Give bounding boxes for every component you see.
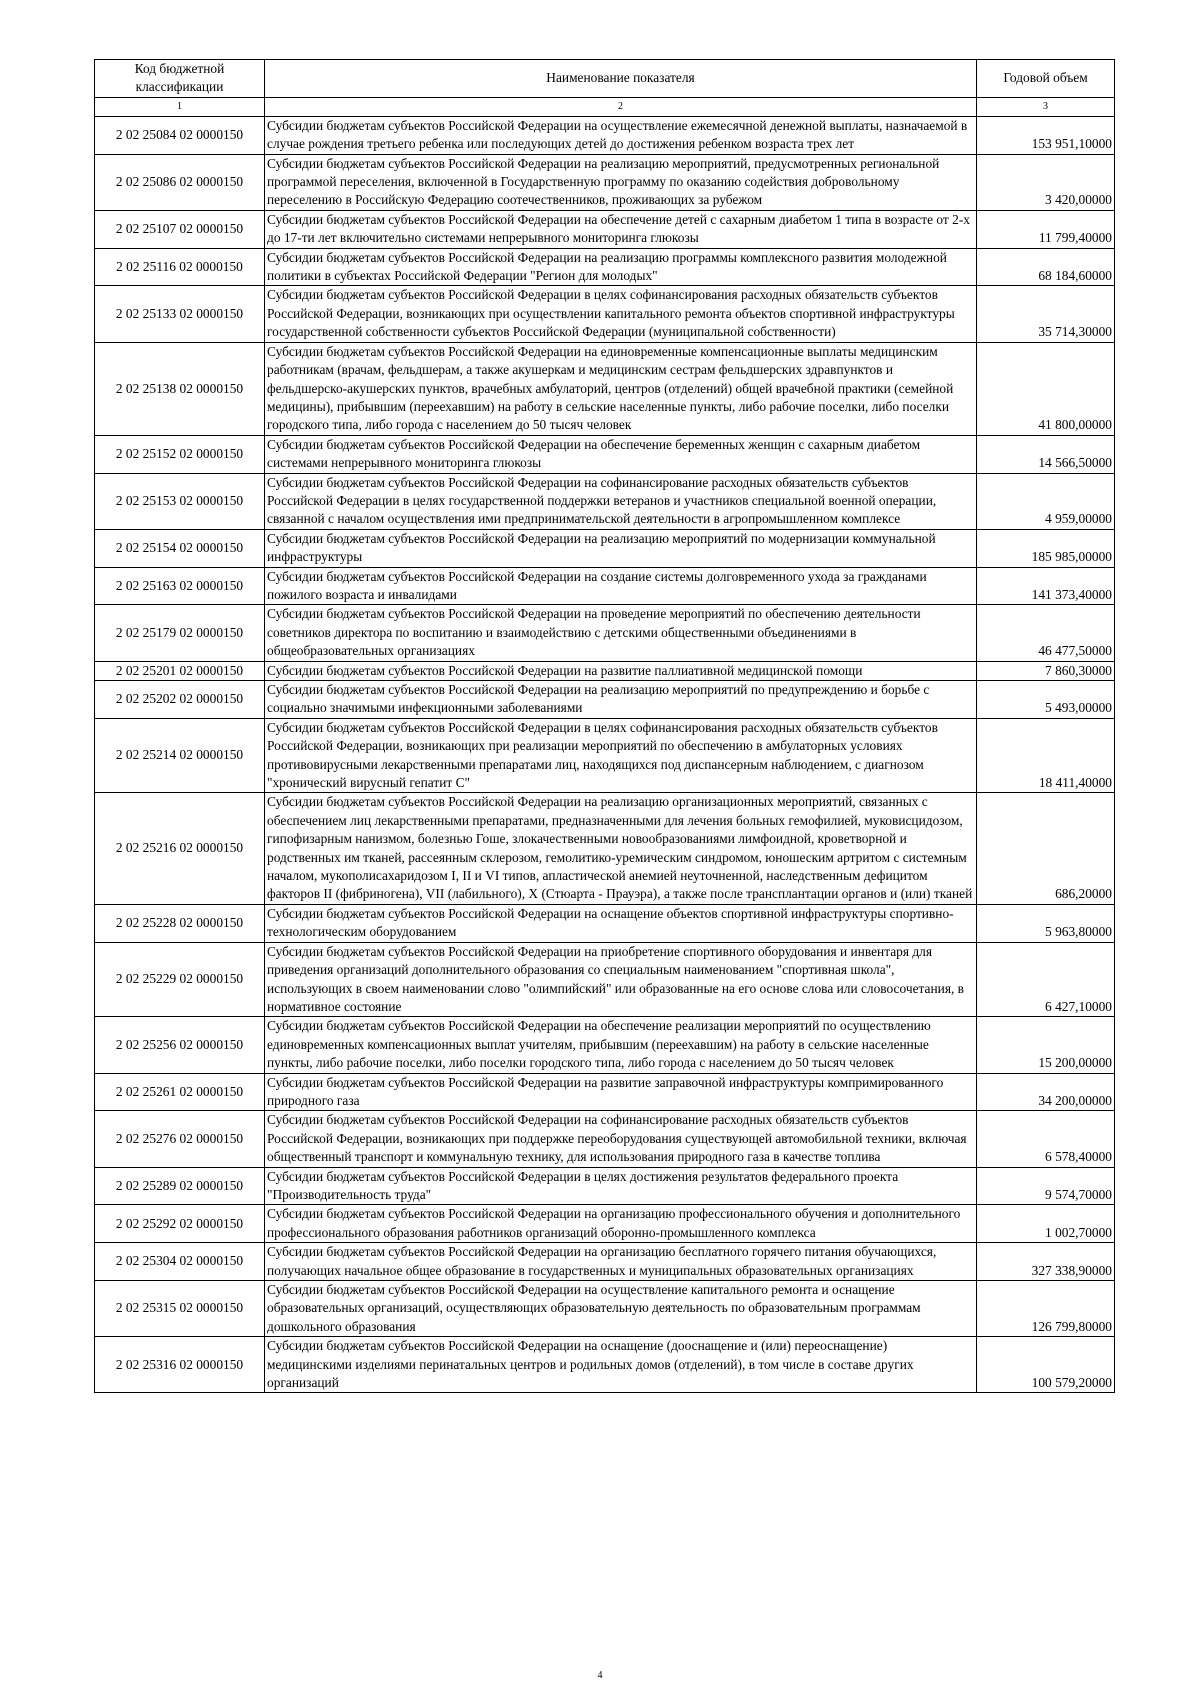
row-amount: 5 493,00000: [977, 681, 1115, 719]
row-amount: 327 338,90000: [977, 1243, 1115, 1281]
row-amount: 141 373,40000: [977, 567, 1115, 605]
row-name: Субсидии бюджетам субъектов Российской Федерации на осуществление ежемесячной денежной выплаты, назначаемой в случае рождения третьего ребенка или последующих детей до достижения ребенком возраста трех лет: [265, 116, 977, 154]
table-row: [95, 1017, 1115, 1073]
row-code: 2 02 25315 02 0000150: [95, 1281, 265, 1337]
column-number-3: 3: [977, 97, 1115, 116]
table-row: [95, 116, 1115, 154]
row-amount: 15 200,00000: [977, 1017, 1115, 1073]
row-code: 2 02 25138 02 0000150: [95, 342, 265, 435]
row-amount: 41 800,00000: [977, 342, 1115, 435]
row-amount: 153 951,10000: [977, 116, 1115, 154]
header-amount: Годовой объем: [977, 60, 1115, 98]
row-code: 2 02 25229 02 0000150: [95, 942, 265, 1017]
row-amount: 100 579,20000: [977, 1337, 1115, 1393]
row-code: 2 02 25163 02 0000150: [95, 567, 265, 605]
row-amount: 46 477,50000: [977, 605, 1115, 661]
table-row: [95, 1167, 1115, 1205]
row-name: Субсидии бюджетам субъектов Российской Федерации на обеспечение реализации мероприятий по осуществлению единовременных компенсационных выплат учителям, прибывшим (переехавшим) на работу в сельские населенные пункты, либо рабочие поселки, либо поселки городского типа, либо города с населением до 50 тысяч человек: [265, 1017, 977, 1073]
row-amount: 4 959,00000: [977, 473, 1115, 529]
row-code: 2 02 25084 02 0000150: [95, 116, 265, 154]
row-amount: 68 184,60000: [977, 248, 1115, 286]
table-row: [95, 154, 1115, 210]
table-body: [95, 116, 1115, 1393]
table-row: [95, 567, 1115, 605]
row-code: 2 02 25201 02 0000150: [95, 661, 265, 680]
row-name: Субсидии бюджетам субъектов Российской Федерации на проведение мероприятий по обеспечению деятельности советников директора по воспитанию и взаимодействию с детскими общественными объединениями в общеобразовательных организациях: [265, 605, 977, 661]
row-name: Субсидии бюджетам субъектов Российской Федерации на организацию бесплатного горячего питания обучающихся, получающих начальное общее образование в государственных и муниципальных образовательных организациях: [265, 1243, 977, 1281]
table-row: [95, 1337, 1115, 1393]
row-code: 2 02 25316 02 0000150: [95, 1337, 265, 1393]
table-row: [95, 1243, 1115, 1281]
table-row: [95, 793, 1115, 904]
row-name: Субсидии бюджетам субъектов Российской Федерации на создание системы долговременного ухода за гражданами пожилого возраста и инвалидами: [265, 567, 977, 605]
table-row: [95, 942, 1115, 1017]
row-code: 2 02 25116 02 0000150: [95, 248, 265, 286]
table-row: [95, 435, 1115, 473]
row-name: Субсидии бюджетам субъектов Российской Федерации в целях софинансирования расходных обязательств субъектов Российской Федерации, возникающих при реализации мероприятий по обеспечению в амбулаторных условиях противовирусными лекарственными препаратами лиц, находящихся под диспансерным наблюдением, с диагнозом "хронический вирусный гепатит С": [265, 718, 977, 793]
table-row: [95, 342, 1115, 435]
table-header: [95, 60, 1115, 117]
row-name: Субсидии бюджетам субъектов Российской Федерации в целях достижения результатов федерального проекта "Производительность труда": [265, 1167, 977, 1205]
row-name: Субсидии бюджетам субъектов Российской Федерации на реализацию мероприятий, предусмотренных региональной программой переселения, включенной в Государственную программу по оказанию содействия добровольному переселению в Российскую Федерацию соотечественников, проживающих за рубежом: [265, 154, 977, 210]
row-amount: 14 566,50000: [977, 435, 1115, 473]
table-row: [95, 661, 1115, 680]
row-amount: 34 200,00000: [977, 1073, 1115, 1111]
column-number-row: [95, 97, 1115, 116]
header-name: Наименование показателя: [265, 60, 977, 98]
row-amount: 6 578,40000: [977, 1111, 1115, 1167]
table-row: [95, 286, 1115, 342]
page-number: 4: [597, 1670, 603, 1681]
header-row: [95, 60, 1115, 98]
row-code: 2 02 25304 02 0000150: [95, 1243, 265, 1281]
row-name: Субсидии бюджетам субъектов Российской Федерации на реализацию программы комплексного развития молодежной политики в субъектах Российской Федерации "Регион для молодых": [265, 248, 977, 286]
row-name: Субсидии бюджетам субъектов Российской Федерации на реализацию мероприятий по предупреждению и борьбе с социально значимыми инфекционными заболеваниями: [265, 681, 977, 719]
row-amount: 686,20000: [977, 793, 1115, 904]
row-amount: 18 411,40000: [977, 718, 1115, 793]
row-name: Субсидии бюджетам субъектов Российской Федерации на приобретение спортивного оборудования и инвентаря для приведения организаций дополнительного образования со специальным наименованием "спортивная школа", использующих в своем наименовании слово "олимпийский" или образованные на его основе слова или словосочетания, в нормативное состояние: [265, 942, 977, 1017]
row-amount: 3 420,00000: [977, 154, 1115, 210]
row-amount: 35 714,30000: [977, 286, 1115, 342]
table-row: [95, 1111, 1115, 1167]
row-code: 2 02 25256 02 0000150: [95, 1017, 265, 1073]
row-code: 2 02 25133 02 0000150: [95, 286, 265, 342]
table-row: [95, 529, 1115, 567]
row-code: 2 02 25179 02 0000150: [95, 605, 265, 661]
table-row: [95, 248, 1115, 286]
table-row: [95, 210, 1115, 248]
row-amount: 11 799,40000: [977, 210, 1115, 248]
row-code: 2 02 25261 02 0000150: [95, 1073, 265, 1111]
row-name: Субсидии бюджетам субъектов Российской Федерации на обеспечение детей с сахарным диабетом 1 типа в возрасте от 2-х до 17-ти лет включительно системами непрерывного мониторинга глюкозы: [265, 210, 977, 248]
header-code: Код бюджетной классификации: [95, 60, 265, 98]
table-row: [95, 681, 1115, 719]
row-name: Субсидии бюджетам субъектов Российской Федерации на единовременные компенсационные выплаты медицинским работникам (врачам, фельдшерам, а также акушеркам и медицинским сестрам фельдшерских здравпунктов и фельдшерско-акушерских пунктов, врачебных амбулаторий, центров (отделений) общей врачебной практики (семейной медицины), прибывшим (переехавшим) на работу в сельские населенные пункты, либо рабочие поселки, либо поселки городского типа, либо города с населением до 50 тысяч человек: [265, 342, 977, 435]
row-code: 2 02 25292 02 0000150: [95, 1205, 265, 1243]
table-row: [95, 605, 1115, 661]
table-row: [95, 904, 1115, 942]
row-name: Субсидии бюджетам субъектов Российской Федерации на обеспечение беременных женщин с сахарным диабетом системами непрерывного мониторинга глюкозы: [265, 435, 977, 473]
row-amount: 6 427,10000: [977, 942, 1115, 1017]
row-name: Субсидии бюджетам субъектов Российской Федерации на оснащение (дооснащение и (или) переоснащение) медицинскими изделиями перинатальных центров и родильных домов (отделений), в том числе в составе других организаций: [265, 1337, 977, 1393]
column-number-2: 2: [265, 97, 977, 116]
row-amount: 5 963,80000: [977, 904, 1115, 942]
column-number-1: 1: [95, 97, 265, 116]
row-amount: 1 002,70000: [977, 1205, 1115, 1243]
row-name: Субсидии бюджетам субъектов Российской Федерации на развитие паллиативной медицинской помощи: [265, 661, 977, 680]
table-row: [95, 1205, 1115, 1243]
row-name: Субсидии бюджетам субъектов Российской Федерации на реализацию мероприятий по модернизации коммунальной инфраструктуры: [265, 529, 977, 567]
row-amount: 9 574,70000: [977, 1167, 1115, 1205]
row-code: 2 02 25289 02 0000150: [95, 1167, 265, 1205]
row-name: Субсидии бюджетам субъектов Российской Федерации на развитие заправочной инфраструктуры компримированного природного газа: [265, 1073, 977, 1111]
row-code: 2 02 25276 02 0000150: [95, 1111, 265, 1167]
table-row: [95, 1073, 1115, 1111]
row-code: 2 02 25152 02 0000150: [95, 435, 265, 473]
table-row: [95, 718, 1115, 793]
row-code: 2 02 25154 02 0000150: [95, 529, 265, 567]
table-row: [95, 1281, 1115, 1337]
budget-table: [94, 59, 1115, 1393]
row-code: 2 02 25153 02 0000150: [95, 473, 265, 529]
row-name: Субсидии бюджетам субъектов Российской Федерации на организацию профессионального обучения и дополнительного профессионального образования работников организаций оборонно-промышленного комплекса: [265, 1205, 977, 1243]
row-code: 2 02 25214 02 0000150: [95, 718, 265, 793]
row-amount: 126 799,80000: [977, 1281, 1115, 1337]
row-code: 2 02 25107 02 0000150: [95, 210, 265, 248]
row-code: 2 02 25216 02 0000150: [95, 793, 265, 904]
table-row: [95, 473, 1115, 529]
row-amount: 7 860,30000: [977, 661, 1115, 680]
row-code: 2 02 25086 02 0000150: [95, 154, 265, 210]
row-amount: 185 985,00000: [977, 529, 1115, 567]
row-code: 2 02 25228 02 0000150: [95, 904, 265, 942]
row-name: Субсидии бюджетам субъектов Российской Федерации на осуществление капитального ремонта и оснащение образовательных организаций, осуществляющих образовательную деятельность по образовательным программам дошкольного образования: [265, 1281, 977, 1337]
row-name: Субсидии бюджетам субъектов Российской Федерации на оснащение объектов спортивной инфраструктуры спортивно-технологическим оборудованием: [265, 904, 977, 942]
row-code: 2 02 25202 02 0000150: [95, 681, 265, 719]
row-name: Субсидии бюджетам субъектов Российской Федерации на софинансирование расходных обязательств субъектов Российской Федерации в целях государственной поддержки ветеранов и участников специальной военной операции, связанной с началом осуществления ими предпринимательской деятельности в агропромышленном комплексе: [265, 473, 977, 529]
row-name: Субсидии бюджетам субъектов Российской Федерации в целях софинансирования расходных обязательств субъектов Российской Федерации, возникающих при осуществлении капитального ремонта объектов спортивной инфраструктуры государственной собственности субъектов Российской Федерации (муниципальной собственности): [265, 286, 977, 342]
row-name: Субсидии бюджетам субъектов Российской Федерации на софинансирование расходных обязательств субъектов Российской Федерации, возникающих при поддержке переоборудования существующей автомобильной техники, включая общественный транспорт и коммунальную технику, для использования природного газа в качестве топлива: [265, 1111, 977, 1167]
row-name: Субсидии бюджетам субъектов Российской Федерации на реализацию организационных мероприятий, связанных с обеспечением лиц лекарственными препаратами, предназначенными для лечения больных гемофилией, муковисцидозом, гипофизарным нанизмом, болезнью Гоше, злокачественными новообразованиями лимфоидной, кроветворной и родственных им тканей, рассеянным склерозом, гемолитико-уремическим синдромом, юношеским артритом с системным началом, мукополисахаридозом I, II и VI типов, апластической анемией неуточненной, наследственным дефицитом факторов II (фибриногена), VII (лабильного), X (Стюарта - Прауэра), а также после трансплантации органов и (или) тканей: [265, 793, 977, 904]
